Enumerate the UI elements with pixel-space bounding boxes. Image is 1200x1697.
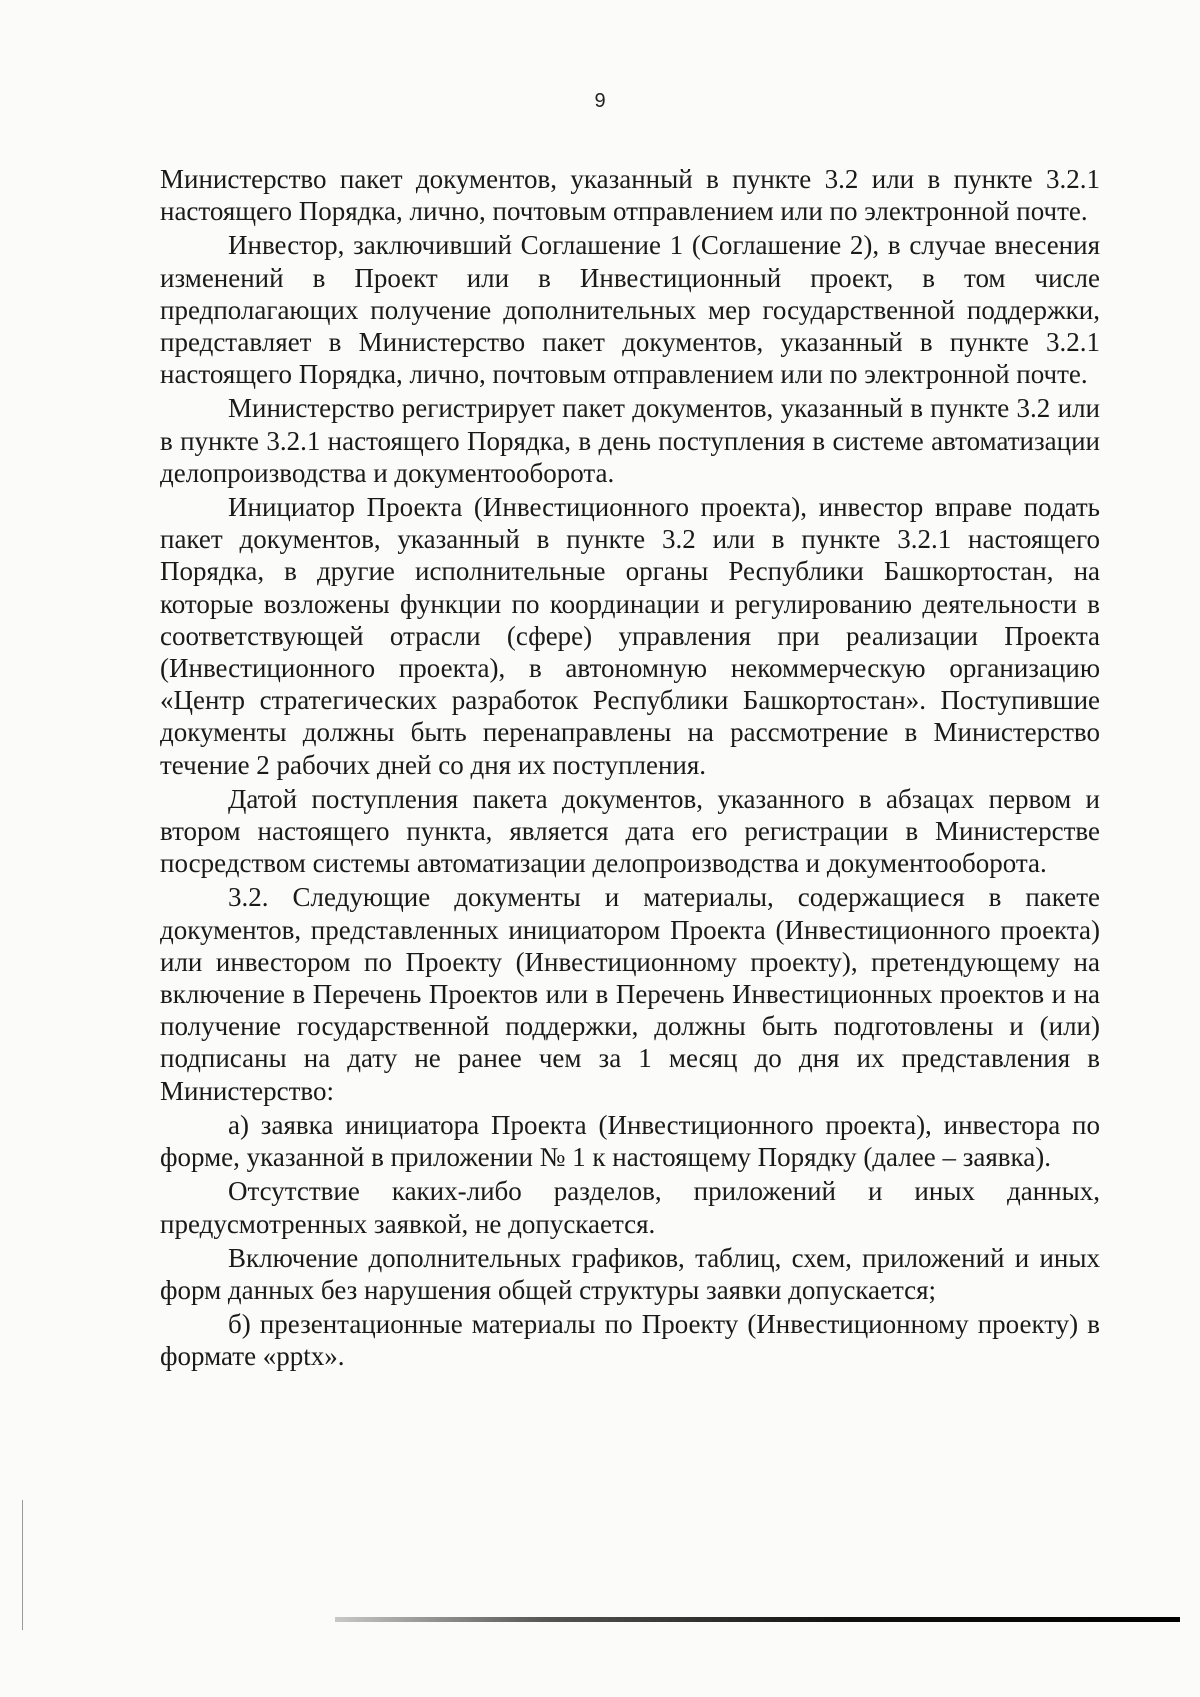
scan-edge-line bbox=[22, 1500, 23, 1630]
paragraph: Министерство регистрирует пакет документов, указанный в пункте 3.2 или в пункте 3.2.1 настоящего Порядка, в день поступления в системе автоматизации делопроизводства и документооборота. bbox=[160, 393, 1100, 488]
paragraph: Отсутствие каких-либо разделов, приложений и иных данных, предусмотренных заявкой, не допускается. bbox=[160, 1176, 1100, 1239]
paragraph: Датой поступления пакета документов, указанного в абзацах первом и втором настоящего пункта, является дата его регистрации в Министерстве посредством системы автоматизации делопроизводства и документооборота. bbox=[160, 783, 1100, 879]
paragraph: б) презентационные материалы по Проекту (Инвестиционному проекту) в формате «pptx». bbox=[160, 1309, 1100, 1372]
paragraph: Инвестор, заключивший Соглашение 1 (Соглашение 2), в случае внесения изменений в Проект или в Инвестиционный проект, в том числе предполагающих получение дополнительных мер государственной поддержки, представляет в Министерство пакет документов, указанный в пункте 3.2.1 настоящего Порядка, лично, почтовым отправлением или по электронной почте. bbox=[160, 230, 1100, 390]
paragraph: Включение дополнительных графиков, таблиц, схем, приложений и иных форм данных без нарушения общей структуры заявки допускается; bbox=[160, 1242, 1100, 1305]
paragraph: Министерство пакет документов, указанный в пункте 3.2 или в пункте 3.2.1 настоящего Порядка, лично, почтовым отправлением или по электронной почте. bbox=[160, 164, 1100, 227]
paragraph: 3.2. Следующие документы и материалы, содержащиеся в пакете документов, представленных инициатором Проекта (Инвестиционного проекта) или инвестором по Проекту (Инвестиционному проекту), претендующему на включение в Перечень Проектов или в Перечень Инвестиционных проектов и на получение государственной поддержки, должны быть подготовлены и (или) подписаны на дату не ранее чем за 1 месяц до дня их представления в Министерство: bbox=[160, 882, 1100, 1106]
paragraph: Инициатор Проекта (Инвестиционного проекта), инвестор вправе подать пакет документов, указанный в пункте 3.2 или в пункте 3.2.1 настоящего Порядка, в другие исполнительные органы Республики Башкортостан, на которые возложены функции по координации и регулированию деятельности в соответствующей отрасли (сфере) управления при реализации Проекта (Инвестиционного проекта), в автономную некоммерческую организацию «Центр стратегических разработок Республики Башкортостан». Поступившие документы должны быть перенаправлены на рассмотрение в Министерство течение 2 рабочих дней со дня их поступления. bbox=[160, 492, 1100, 780]
paragraph: а) заявка инициатора Проекта (Инвестиционного проекта), инвестора по форме, указанной в приложении № 1 к настоящему Порядку (далее – заявка). bbox=[160, 1109, 1100, 1173]
scan-bottom-shadow bbox=[335, 1617, 1180, 1622]
document-body bbox=[160, 163, 1100, 1375]
page-number: 9 bbox=[594, 90, 606, 112]
